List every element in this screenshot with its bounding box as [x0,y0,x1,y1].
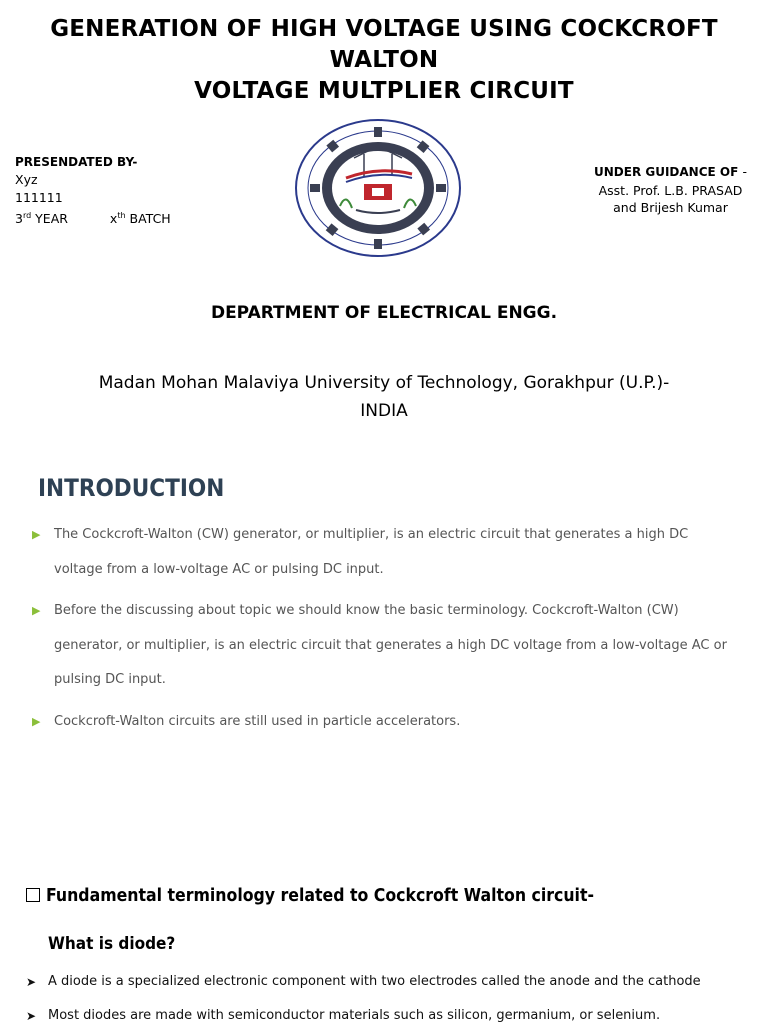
batch: $x^{th}$ BATCH [109,211,171,227]
presenter-heading: PRESENDATED BY- [15,155,138,169]
guide-line-2: and Brijesh Kumar [613,200,728,215]
year: 3rd YEAR [15,211,68,227]
introduction-list [30,518,740,746]
guidance-dash: - [742,164,747,179]
diode-list [24,965,701,1033]
arrowhead-bullet-icon: ➤ [26,975,37,989]
guidance-heading: UNDER GUIDANCE OF [594,165,743,179]
university-line-2: INDIA [360,401,408,421]
arrowhead-bullet-icon: ➤ [26,1009,37,1023]
diode-subheading: What is diode? [48,934,176,954]
document-title [0,14,768,107]
fundamental-heading: Fundamental terminology related to Cockcroft Walton circuit- [26,886,594,906]
guidance-block [588,163,753,217]
guide-line-1: Asst. Prof. L.B. PRASAD [598,182,743,198]
list-item: ➤ Most diodes are made with semiconductor materials such as silicon, germanium, or selenium. [24,999,701,1033]
title-line-2: VOLTAGE MULTPLIER CIRCUIT [194,78,574,104]
university-seal-icon [294,118,462,258]
university-line-1: Madan Mohan Malaviya University of Technology, Gorakhpur (U.P.)- [98,373,670,393]
triangle-bullet-icon: ▶ [32,714,41,728]
checkbox-bullet-icon [26,888,40,902]
triangle-bullet-icon: ▶ [32,528,41,541]
introduction-heading: INTRODUCTION [38,474,225,502]
title-line-1: GENERATION OF HIGH VOLTAGE USING COCKCROFT WALTON [50,16,718,73]
list-item: ▶ Cockcroft-Walton circuits are still used in particle accelerators. [30,705,740,740]
presenter-name: Xyz [15,172,38,187]
presenter-year-batch [15,207,171,228]
list-item: ▶ Before the discussing about topic we should know the basic terminology. Cockcroft-Walton (CW) generator, or multiplier, is an electric circuit that generates a high DC voltage from a low-voltage AC or pulsing DC input. [30,594,740,698]
presenter-roll: 111111 [15,190,63,205]
list-item: ▶ The Cockcroft-Walton (CW) generator, or multiplier, is an electric circuit that generates a high DC voltage from a low-voltage AC or pulsing DC input. [30,518,740,587]
department-name: DEPARTMENT OF ELECTRICAL ENGG. [210,303,558,323]
list-item: ➤ A diode is a specialized electronic component with two electrodes called the anode and the cathode [24,965,701,999]
triangle-bullet-icon: ▶ [32,604,41,617]
presenter-block [15,153,171,228]
university-name [0,369,768,425]
guidance-heading-row [588,163,753,182]
